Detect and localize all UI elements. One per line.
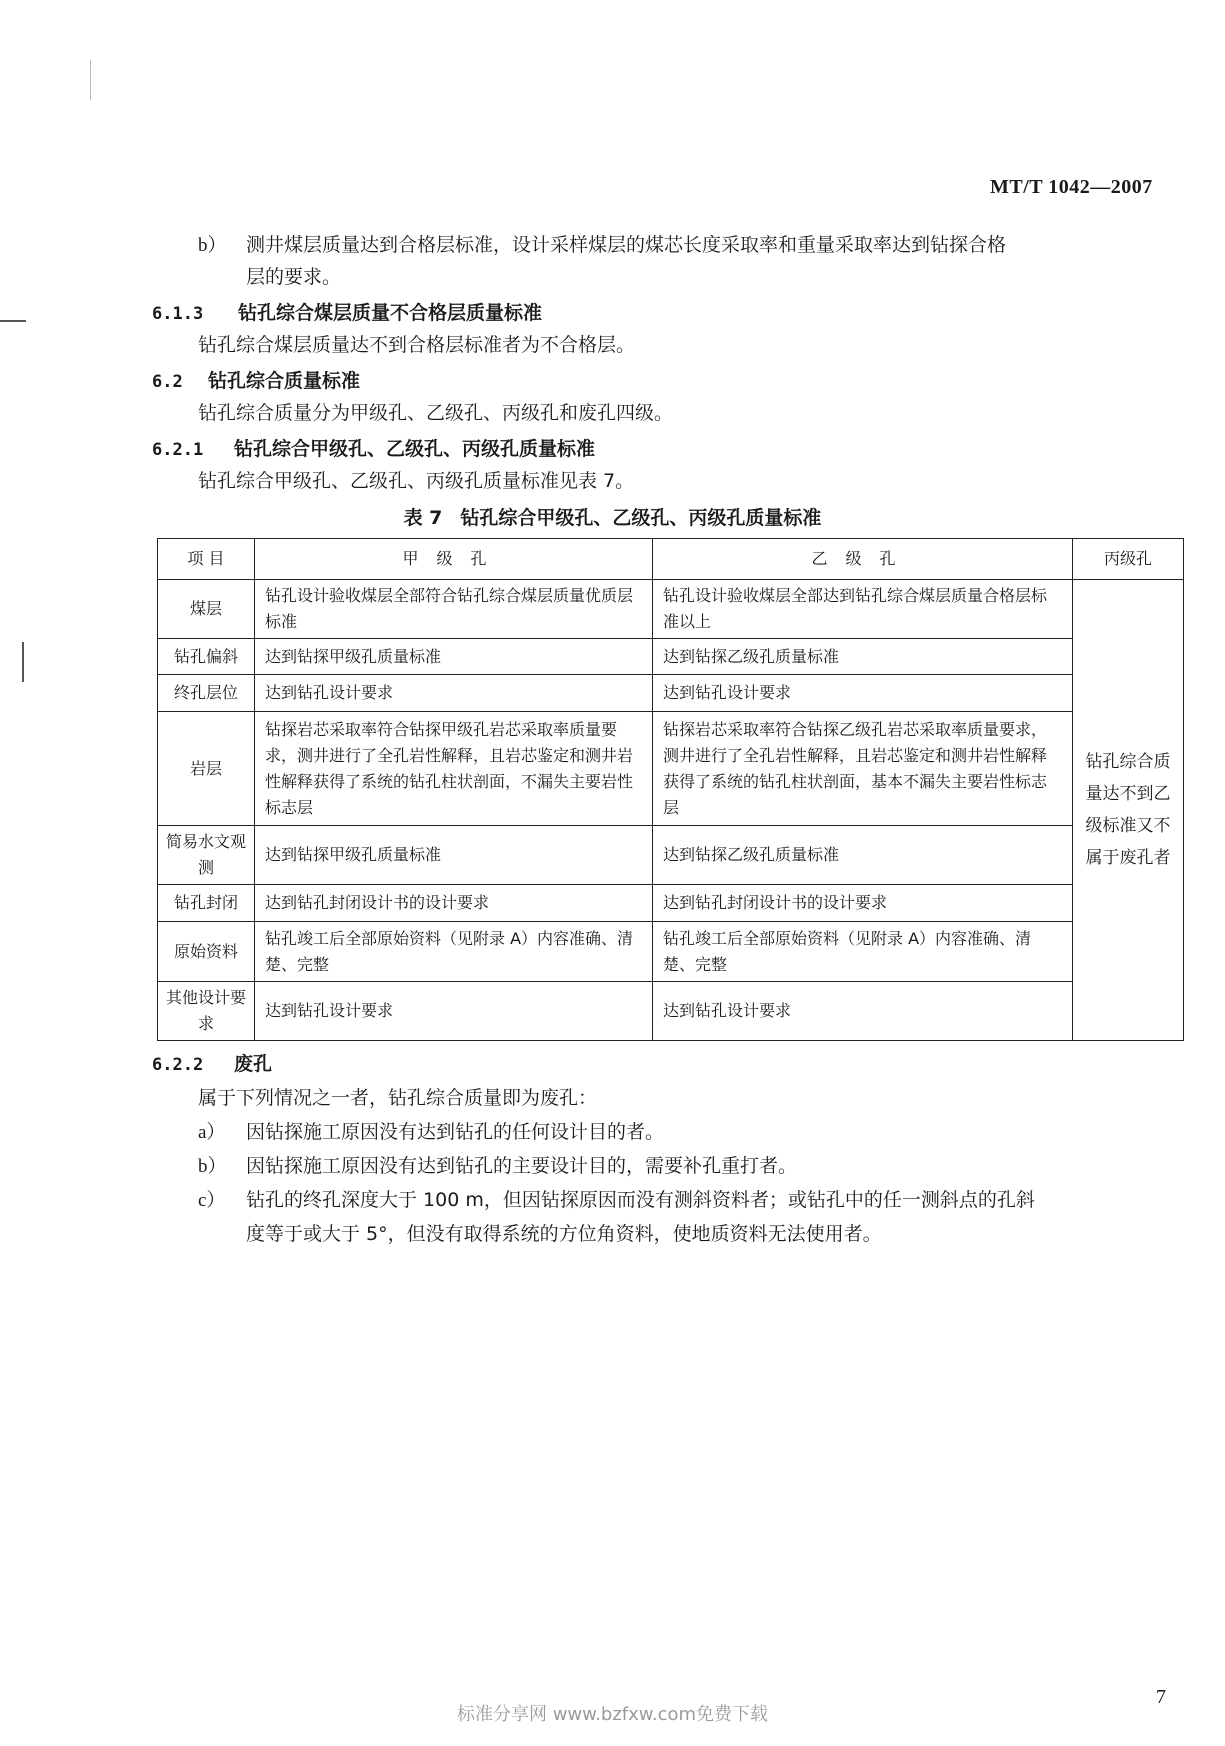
section-6-2-2-intro: 属于下列情况之一者，钻孔综合质量即为废孔： xyxy=(198,1087,598,1109)
grade-a-cell: 钻孔设计验收煤层全部符合钻孔综合煤层质量优质层标准 xyxy=(255,580,653,639)
row-label: 煤层 xyxy=(158,580,255,639)
grade-b-cell: 钻孔设计验收煤层全部达到钻孔综合煤层质量合格层标准以上 xyxy=(653,580,1073,639)
standard-number: MT/T 1042—2007 xyxy=(990,176,1153,198)
section-number: 6.1.3 xyxy=(152,304,204,324)
table-caption xyxy=(0,503,1225,530)
row-label: 其他设计要求 xyxy=(158,982,255,1041)
section-title: 废孔 xyxy=(234,1053,273,1075)
section-number: 6.2.1 xyxy=(152,440,204,460)
scan-artifact-left-bar xyxy=(22,642,24,682)
grade-a-cell: 达到钻孔设计要求 xyxy=(255,982,653,1041)
grade-b-cell: 达到钻探乙级孔质量标准 xyxy=(653,639,1073,675)
item-text: 钻孔的终孔深度大于 100 m，但因钻探原因而没有测斜资料者；或钻孔中的任一测斜点的孔斜 xyxy=(246,1189,1035,1211)
section-6-2-1-body: 钻孔综合甲级孔、乙级孔、丙级孔质量标准见表 7。 xyxy=(198,470,635,492)
section-6-2-heading xyxy=(152,366,360,397)
section-6-2-1-heading xyxy=(152,434,595,465)
download-watermark: 标准分享网 www.bzfxw.com免费下载 xyxy=(456,1704,769,1725)
section-6-2-body: 钻孔综合质量分为甲级孔、乙级孔、丙级孔和废孔四级。 xyxy=(198,402,674,424)
waste-item-a xyxy=(198,1117,664,1148)
quality-standard-table xyxy=(157,538,1184,1041)
row-label: 终孔层位 xyxy=(158,675,255,712)
item-label: a） xyxy=(198,1122,226,1143)
section-6-2-2-heading xyxy=(152,1049,272,1080)
table-header-row xyxy=(158,539,1184,580)
table-row xyxy=(158,826,1184,885)
section-6-1-3-body: 钻孔综合煤层质量达不到合格层标准者为不合格层。 xyxy=(198,334,636,356)
grade-a-cell: 达到钻孔设计要求 xyxy=(255,675,653,712)
section-title: 钻孔综合煤层质量不合格层质量标准 xyxy=(238,302,543,324)
grade-b-cell: 达到钻孔设计要求 xyxy=(653,675,1073,712)
section-title: 钻孔综合质量标准 xyxy=(208,370,361,392)
waste-item-c-continued: 度等于或大于 5°，但没有取得系统的方位角资料，使地质资料无法使用者。 xyxy=(246,1223,882,1245)
grade-c-cell: 钻孔综合质量达不到乙级标准又不属于废孔者 xyxy=(1073,580,1184,1041)
row-label: 岩层 xyxy=(158,712,255,826)
item-text: 因钻探施工原因没有达到钻孔的主要设计目的，需要补孔重打者。 xyxy=(246,1155,798,1177)
section-title: 钻孔综合甲级孔、乙级孔、丙级孔质量标准 xyxy=(234,438,596,460)
waste-item-c xyxy=(198,1185,1035,1216)
item-label: b） xyxy=(198,1156,227,1177)
table-row xyxy=(158,885,1184,922)
item-b-line1 xyxy=(198,230,1006,261)
scan-artifact-left-dash xyxy=(0,320,26,322)
table-row xyxy=(158,675,1184,712)
grade-b-cell: 达到钻探乙级孔质量标准 xyxy=(653,826,1073,885)
item-label: c） xyxy=(198,1190,226,1211)
table-title: 钻孔综合甲级孔、乙级孔、丙级孔质量标准 xyxy=(460,507,822,529)
table-row xyxy=(158,922,1184,982)
grade-a-cell: 钻探岩芯采取率符合钻探甲级孔岩芯采取率质量要求，测井进行了全孔岩性解释，且岩芯鉴定和测井岩性解释获得了系统的钻孔柱状剖面，不漏失主要岩性标志层 xyxy=(255,712,653,826)
page-number: 7 xyxy=(1156,1686,1166,1708)
table-number: 表 7 xyxy=(403,507,443,529)
item-b-text: 测井煤层质量达到合格层标准，设计采样煤层的煤芯长度采取率和重量采取率达到钻探合格 xyxy=(246,234,1007,256)
grade-b-cell: 达到钻孔设计要求 xyxy=(653,982,1073,1041)
scan-artifact-top xyxy=(90,60,91,100)
section-6-1-3-heading xyxy=(152,298,542,329)
table-row xyxy=(158,580,1184,639)
header-grade-a: 甲级孔 xyxy=(255,539,653,580)
row-label: 简易水文观测 xyxy=(158,826,255,885)
header-item: 项 目 xyxy=(158,539,255,580)
waste-item-b xyxy=(198,1151,797,1182)
section-number: 6.2.2 xyxy=(152,1055,204,1075)
item-b-label: b） xyxy=(198,235,227,256)
section-number: 6.2 xyxy=(152,372,183,392)
item-b-line2: 层的要求。 xyxy=(246,266,342,288)
grade-b-cell: 钻探岩芯采取率符合钻探乙级孔岩芯采取率质量要求，测井进行了全孔岩性解释，且岩芯鉴定和测井岩性解释获得了系统的钻孔柱状剖面，基本不漏失主要岩性标志层 xyxy=(653,712,1073,826)
grade-a-cell: 钻孔竣工后全部原始资料（见附录 A）内容准确、清楚、完整 xyxy=(255,922,653,982)
table-row xyxy=(158,982,1184,1041)
grade-a-cell: 达到钻探甲级孔质量标准 xyxy=(255,826,653,885)
table-row xyxy=(158,639,1184,675)
grade-b-cell: 达到钻孔封闭设计书的设计要求 xyxy=(653,885,1073,922)
item-text: 因钻探施工原因没有达到钻孔的任何设计目的者。 xyxy=(246,1121,665,1143)
row-label: 钻孔封闭 xyxy=(158,885,255,922)
table-row xyxy=(158,712,1184,826)
header-grade-c: 丙级孔 xyxy=(1073,539,1184,580)
header-grade-b: 乙级孔 xyxy=(653,539,1073,580)
grade-b-cell: 钻孔竣工后全部原始资料（见附录 A）内容准确、清楚、完整 xyxy=(653,922,1073,982)
row-label: 钻孔偏斜 xyxy=(158,639,255,675)
grade-a-cell: 达到钻探甲级孔质量标准 xyxy=(255,639,653,675)
grade-a-cell: 达到钻孔封闭设计书的设计要求 xyxy=(255,885,653,922)
row-label: 原始资料 xyxy=(158,922,255,982)
